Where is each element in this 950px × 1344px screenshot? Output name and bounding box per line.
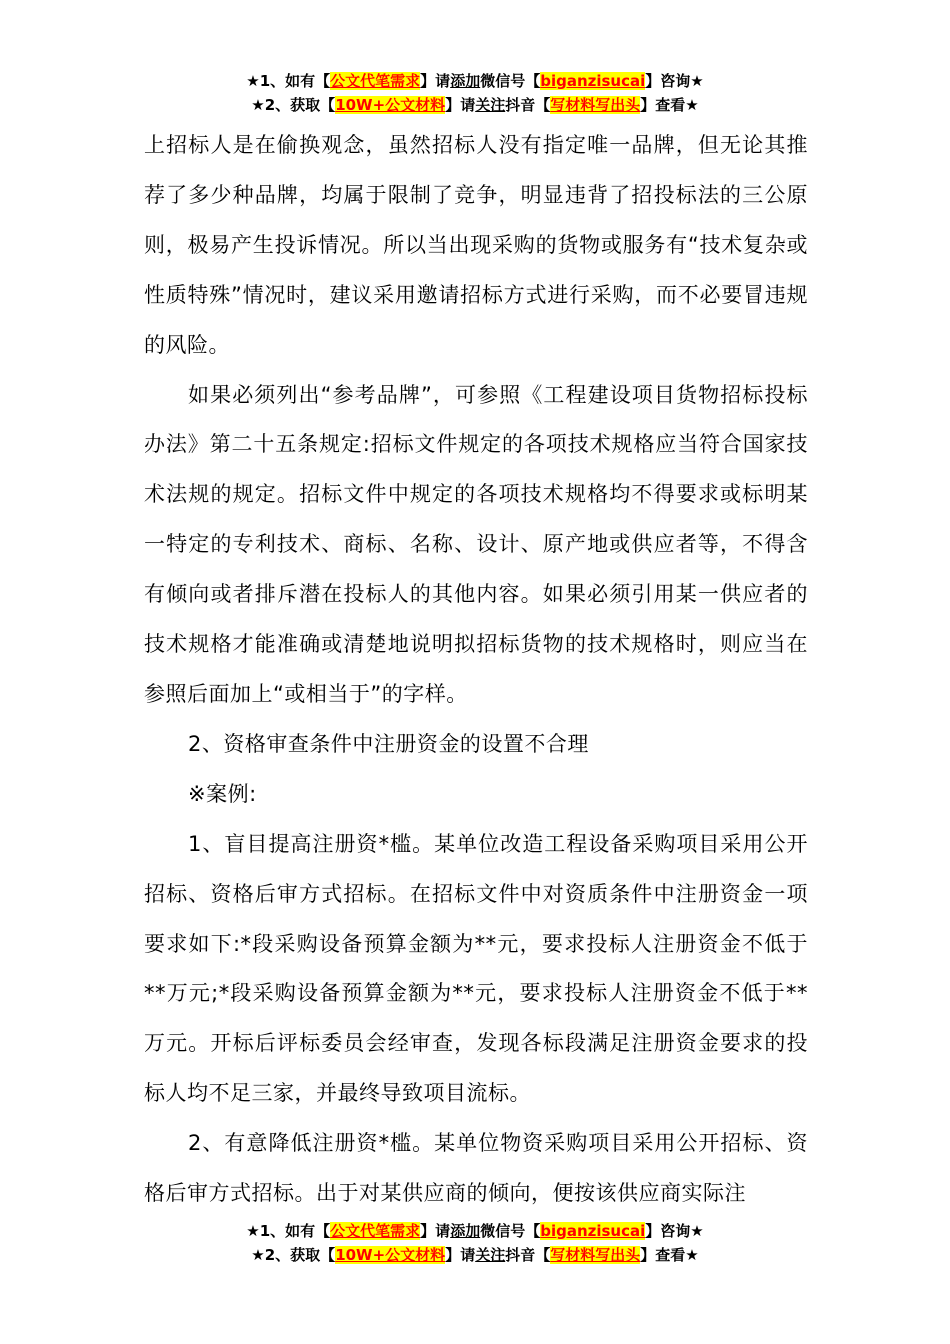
banner-line-2	[0, 93, 950, 117]
banner-text: 】请	[420, 72, 451, 90]
banner-text: 微信号【	[480, 72, 541, 90]
document-body	[144, 121, 808, 1219]
banner-text: 】咨询★	[645, 1222, 704, 1240]
banner-emphasis: 关注	[475, 1246, 506, 1264]
banner-text: 微信号【	[480, 1222, 541, 1240]
header-banner	[0, 69, 950, 117]
banner-highlight: 公文代笔需求	[330, 72, 421, 90]
banner-text: ★2、获取【	[251, 96, 336, 114]
banner-text: 】请	[420, 1222, 451, 1240]
case-label: ※案例:	[188, 781, 257, 806]
banner-text: ★1、如有【	[246, 1222, 331, 1240]
banner-highlight: 10W+公文材料	[335, 96, 446, 114]
banner-emphasis: 添加	[450, 72, 481, 90]
banner-line-1	[0, 69, 950, 93]
footer-banner	[0, 1219, 950, 1267]
paragraph-reference-brand: 如果必须列出“参考品牌”，可参照《工程建设项目货物招标投标办法》第二十五条规定:招标文件规定的各项技术规格应当符合国家技术法规的规定。招标文件中规定的各项技术规格均不得要求或标明某一特定的专利技术、商标、名称、设计、原产地或供应者等，不得含有倾向或者排斥潜在投标人的其他内容。如果必须引用某一供应者的技术规格才能准确或清楚地说明拟招标货物的技术规格时，则应当在参照后面加上“或相当于”的字样。	[144, 382, 808, 706]
banner-text: 抖音【	[505, 1246, 551, 1264]
case-item-2: 2、有意降低注册资*槛。某单位物资采购项目采用公开招标、资格后审方式招标。出于对某供应商的倾向，便按该供应商实际注	[144, 1131, 808, 1206]
banner-text: 】查看★	[640, 96, 699, 114]
banner-line-2	[0, 1243, 950, 1267]
banner-highlight: 写材料写出头	[550, 96, 641, 114]
banner-text: 】请	[445, 1246, 476, 1264]
banner-highlight: 公文代笔需求	[330, 1222, 421, 1240]
banner-emphasis: 关注	[475, 96, 506, 114]
banner-text: 】咨询★	[645, 72, 704, 90]
banner-text: 抖音【	[505, 96, 551, 114]
banner-highlight: biganzisucai	[540, 72, 646, 90]
banner-emphasis: 添加	[450, 1222, 481, 1240]
banner-line-1	[0, 1219, 950, 1243]
section-heading: 2、资格审查条件中注册资金的设置不合理	[188, 731, 589, 756]
banner-text: 】查看★	[640, 1246, 699, 1264]
banner-highlight: 写材料写出头	[550, 1246, 641, 1264]
paragraph-continuation: 上招标人是在偷换观念，虽然招标人没有指定唯一品牌，但无论其推荐了多少种品牌，均属于限制了竞争，明显违背了招投标法的三公原则，极易产生投诉情况。所以当出现采购的货物或服务有“技术复杂或性质特殊”情况时，建议采用邀请招标方式进行采购，而不必要冒违规的风险。	[144, 133, 808, 357]
banner-highlight: 10W+公文材料	[335, 1246, 446, 1264]
banner-text: 】请	[445, 96, 476, 114]
banner-text: ★2、获取【	[251, 1246, 336, 1264]
banner-text: ★1、如有【	[246, 72, 331, 90]
case-item-1: 1、盲目提高注册资*槛。某单位改造工程设备采购项目采用公开招标、资格后审方式招标。在招标文件中对资质条件中注册资金一项要求如下:*段采购设备预算金额为**元，要求投标人注册资金不低于**万元;*段采购设备预算金额为**元，要求投标人注册资金不低于**万元。开标后评标委员会经审查，发现各标段满足注册资金要求的投标人均不足三家，并最终导致项目流标。	[144, 831, 808, 1106]
banner-highlight: biganzisucai	[540, 1222, 646, 1240]
